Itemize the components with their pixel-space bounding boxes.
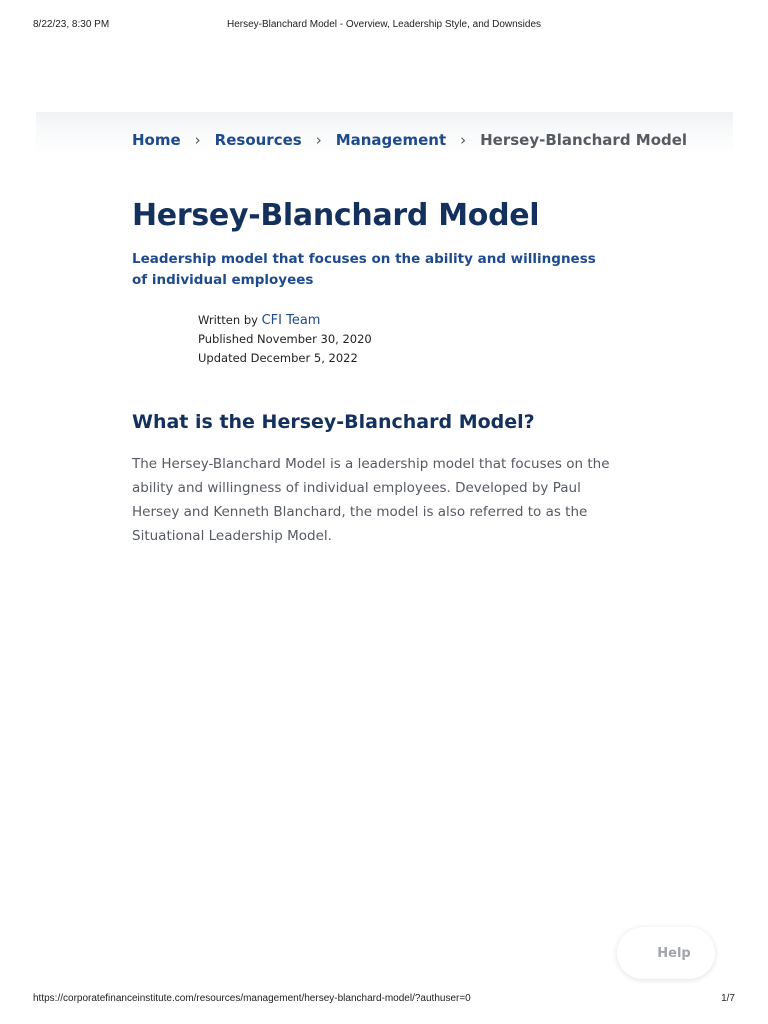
print-footer-url: https://corporatefinanceinstitute.com/resources/management/hersey-blanchard-model/?authuser=0	[33, 993, 471, 1004]
breadcrumb-resources-link[interactable]: Resources	[214, 131, 302, 149]
print-header-title: Hersey-Blanchard Model - Overview, Leadership Style, and Downsides	[226, 19, 542, 30]
author-link[interactable]: CFI Team	[261, 313, 321, 328]
chevron-right-icon: ›	[460, 131, 467, 149]
updated-date: Updated December 5, 2022	[198, 351, 358, 365]
article-meta	[198, 311, 372, 368]
page-title: Hersey-Blanchard Model	[132, 198, 540, 233]
section-heading: What is the Hersey-Blanchard Model?	[132, 411, 535, 433]
body-paragraph: The Hersey-Blanchard Model is a leadership model that focuses on the ability and willingness of individual employees. Developed by Paul Hersey and Kenneth Blanchard, the model is also referred to as the Situational Leadership Model.	[132, 456, 610, 544]
help-button[interactable]	[617, 927, 715, 979]
help-label: Help	[657, 945, 691, 961]
breadcrumb-home-link[interactable]: Home	[132, 131, 181, 149]
breadcrumb-management-link[interactable]: Management	[335, 131, 447, 149]
page-subtitle: Leadership model that focuses on the ability and willingness of individual employees	[132, 251, 596, 288]
breadcrumb	[132, 131, 687, 149]
byline	[198, 311, 372, 330]
published-date: Published November 30, 2020	[198, 332, 372, 346]
print-footer-page-number: 1/7	[721, 993, 735, 1004]
breadcrumb-current-page: Hersey-Blanchard Model	[480, 131, 688, 149]
written-by-label: Written by	[198, 313, 262, 327]
print-header-datetime: 8/22/23, 8:30 PM	[33, 19, 110, 30]
chevron-right-icon: ›	[315, 131, 322, 149]
chevron-right-icon: ›	[194, 131, 201, 149]
